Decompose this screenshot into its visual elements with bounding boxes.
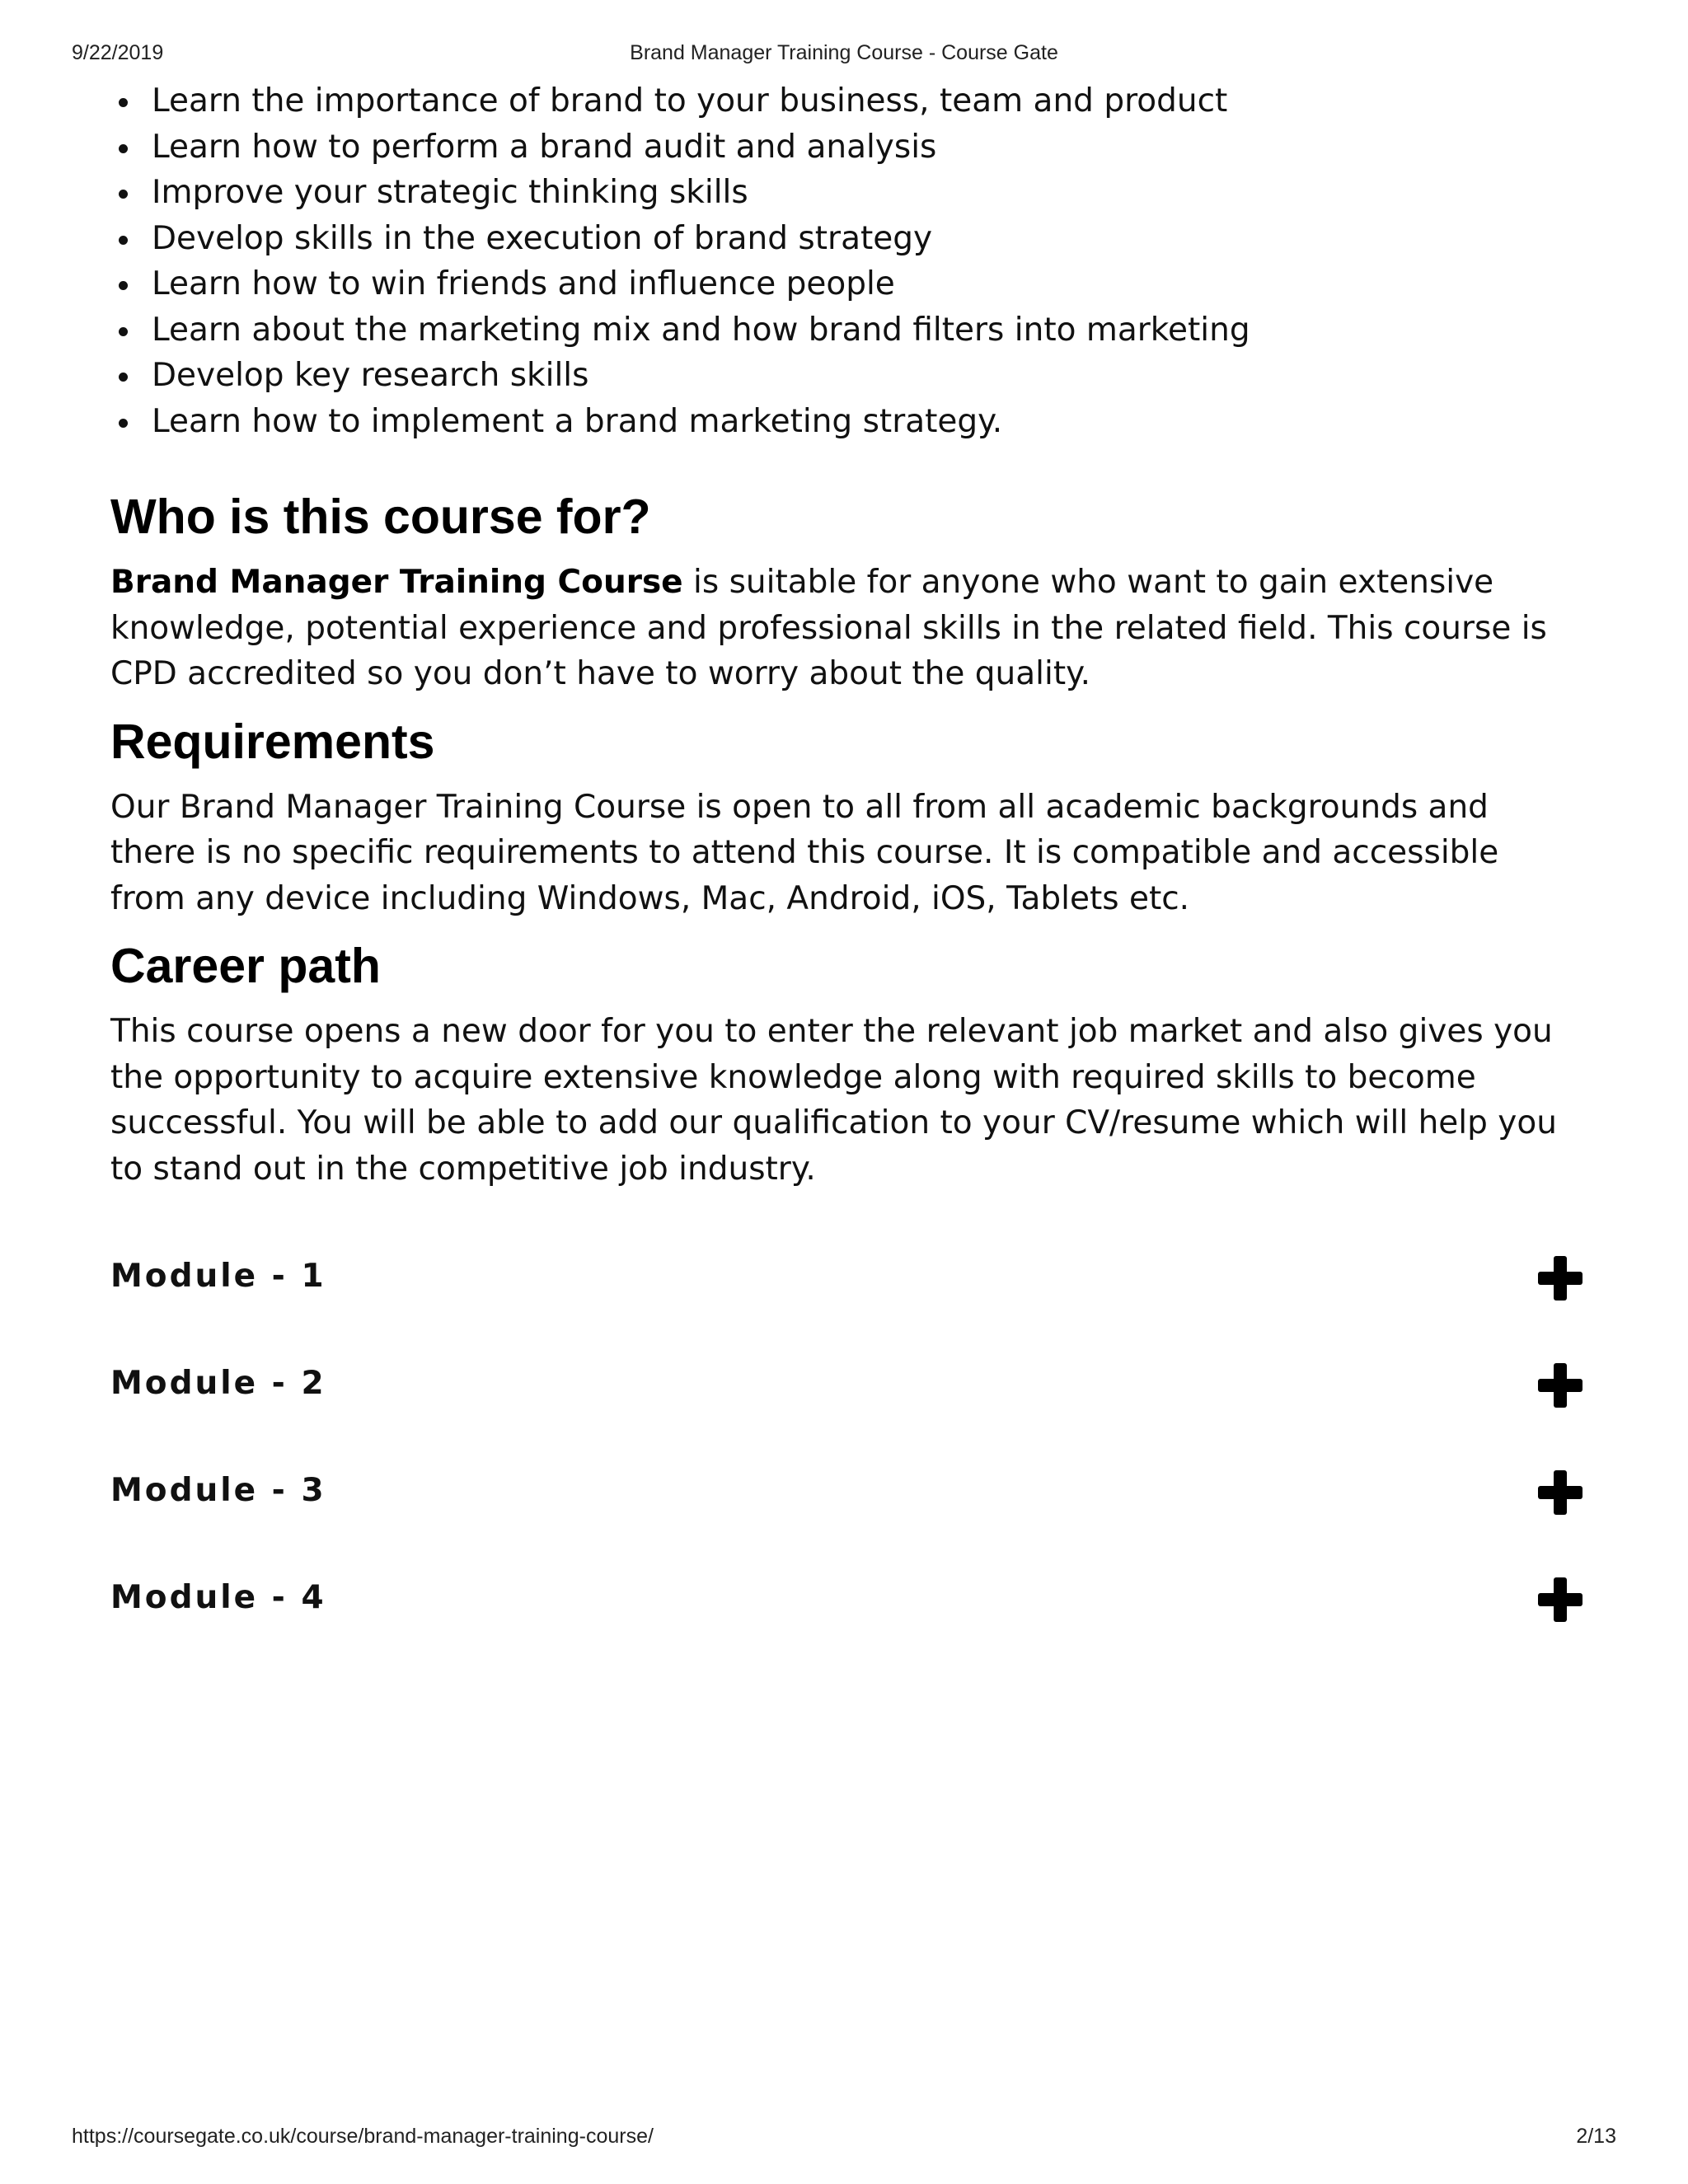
course-name: Brand Manager Training Course <box>110 564 683 601</box>
main-content <box>110 78 1578 1663</box>
career-paragraph: This course opens a new door for you to enter the relevant job market and also gives you the opportunity to acquire extensive knowledge along with required skills to become successful. You will be able to add our qualification to your CV/resume which will help you to stand out in the competitive job industry. <box>110 1013 1557 1188</box>
module-toggle-1[interactable] <box>110 1235 1578 1342</box>
career-heading: Career path <box>110 939 381 993</box>
print-page-title: Brand Manager Training Course - Course Gate <box>630 41 1058 64</box>
module-label: Module - 1 <box>110 1258 326 1295</box>
module-toggle-4[interactable] <box>110 1556 1578 1663</box>
print-header <box>72 41 1616 68</box>
requirements-heading: Requirements <box>110 714 435 769</box>
module-toggle-3[interactable] <box>110 1449 1578 1556</box>
module-label: Module - 4 <box>110 1579 326 1616</box>
module-toggle-2[interactable] <box>110 1342 1578 1449</box>
module-label: Module - 3 <box>110 1472 326 1509</box>
who-text: is suitable for anyone who want to gain extensive knowledge, potential experience and professional skills in the related field. This course is CPD accredited so you don’t have to worry about the quality. <box>110 564 1547 692</box>
print-url: https://coursegate.co.uk/course/brand-manager-training-course/ <box>72 2125 654 2148</box>
plus-icon[interactable] <box>1538 1577 1582 1622</box>
list-item: Learn about the marketing mix and how brand filters into marketing <box>110 307 1578 354</box>
plus-icon[interactable] <box>1538 1470 1582 1515</box>
page-number: 2/13 <box>1576 2125 1616 2148</box>
list-item: Learn how to win friends and influence people <box>110 261 1578 307</box>
list-item: Develop skills in the execution of brand strategy <box>110 216 1578 262</box>
print-date: 9/22/2019 <box>72 41 164 64</box>
plus-icon[interactable] <box>1538 1256 1582 1301</box>
module-label: Module - 2 <box>110 1365 326 1402</box>
plus-icon[interactable] <box>1538 1363 1582 1408</box>
who-paragraph <box>110 560 1578 697</box>
list-item: Develop key research skills <box>110 353 1578 399</box>
list-item: Learn the importance of brand to your business, team and product <box>110 78 1578 124</box>
print-footer <box>72 2125 1616 2151</box>
learning-outcomes-list <box>110 78 1578 444</box>
who-heading: Who is this course for? <box>110 490 651 544</box>
requirements-paragraph: Our Brand Manager Training Course is open to all from all academic backgrounds and there is no specific requirements to attend this course. It is compatible and accessible from any device including Windows, Mac, Android, iOS, Tablets etc. <box>110 788 1499 917</box>
list-item: Improve your strategic thinking skills <box>110 170 1578 216</box>
list-item: Learn how to perform a brand audit and analysis <box>110 124 1578 171</box>
module-accordion <box>110 1235 1578 1663</box>
list-item: Learn how to implement a brand marketing strategy. <box>110 399 1578 445</box>
